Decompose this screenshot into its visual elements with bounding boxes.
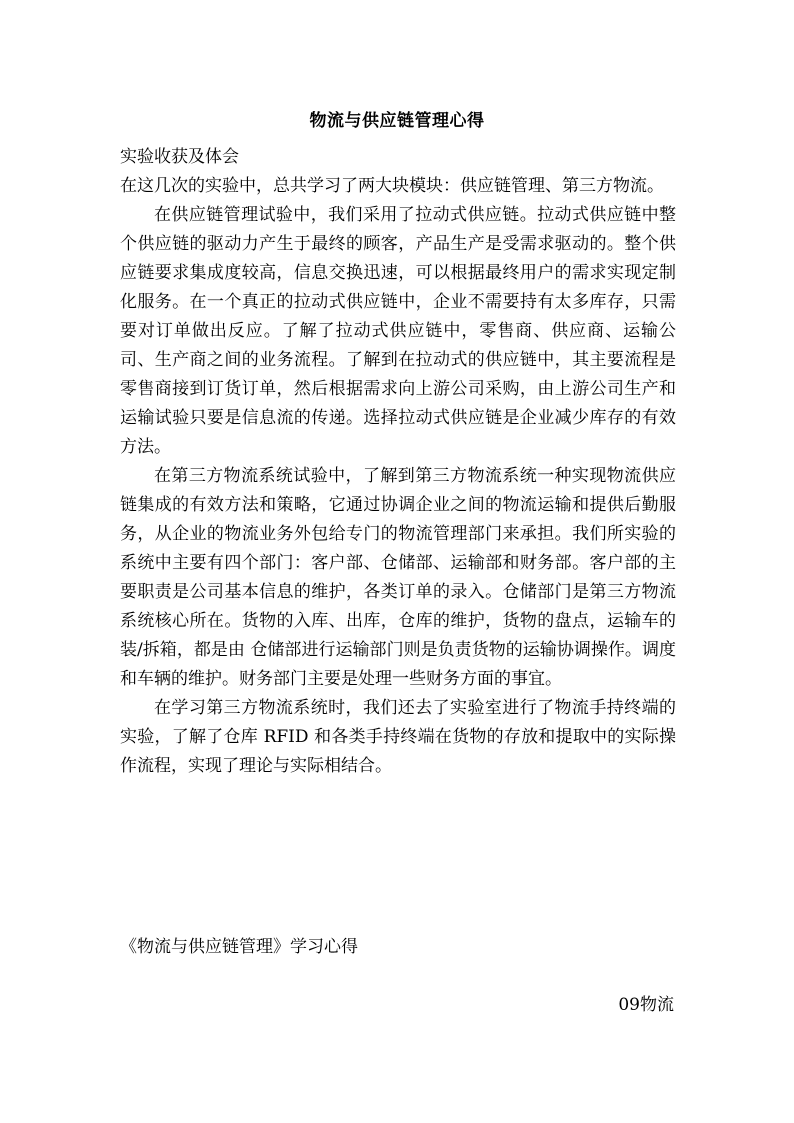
section-heading: 实验收获及体会 <box>120 147 239 167</box>
paragraph-third-party-logistics: 在第三方物流系统试验中，了解到第三方物流系统一种实现物流供应链集成的有效方法和策略，它通过协调企业之间的物流运输和提供后勤服务，从企业的物流业务外包给专门的物流管理部门来承担。我们所实验的系统中主要有四个部门：客户部、仓储部、运输部和财务部。客户部的主要职责是公司基本信息的维护，各类订单的录入。仓储部门是第三方物流系统核心所在。货物的入库、出库，仓库的维护，货物的盘点，运输车的装/拆箱，都是由 仓储部进行运输部门则是负责货物的运输协调操作。调度和车辆的维护。财务部门主要是处理一些财务方面的事宜。 <box>120 466 676 689</box>
paragraph-handheld-terminal: 在学习第三方物流系统时，我们还去了实验室进行了物流手持终端的实验，了解了仓库 RFID 和各类手持终端在货物的存放和提取中的实际操作流程，实现了理论与实际相结合。 <box>120 698 676 776</box>
paragraph-supply-chain: 在供应链管理试验中，我们采用了拉动式供应链。拉动式供应链中整个供应链的驱动力产生于最终的顾客，产品生产是受需求驱动的。整个供应链要求集成度较高，信息交换迅速，可以根据最终用户的需求实现定制化服务。在一个真正的拉动式供应链中，企业不需要持有太多库存，只需要对订单做出反应。了解了拉动式供应链中，零售商、供应商、运输公司、生产商之间的业务流程。了解到在拉动式的供应链中，其主要流程是零售商接到订货订单，然后根据需求向上游公司采购，由上游公司生产和运输试验只要是信息流的传递。选择拉动式供应链是企业减少库存的有效方法。 <box>120 205 676 457</box>
document-title: 物流与供应链管理心得 <box>309 111 485 131</box>
footer-title: 《物流与供应链管理》学习心得 <box>120 937 358 957</box>
footer-class-name: 09物流 <box>618 995 674 1015</box>
document-body <box>120 143 676 781</box>
paragraph-intro: 在这几次的实验中，总共学习了两大块模块：供应链管理、第三方物流。 <box>120 176 664 196</box>
